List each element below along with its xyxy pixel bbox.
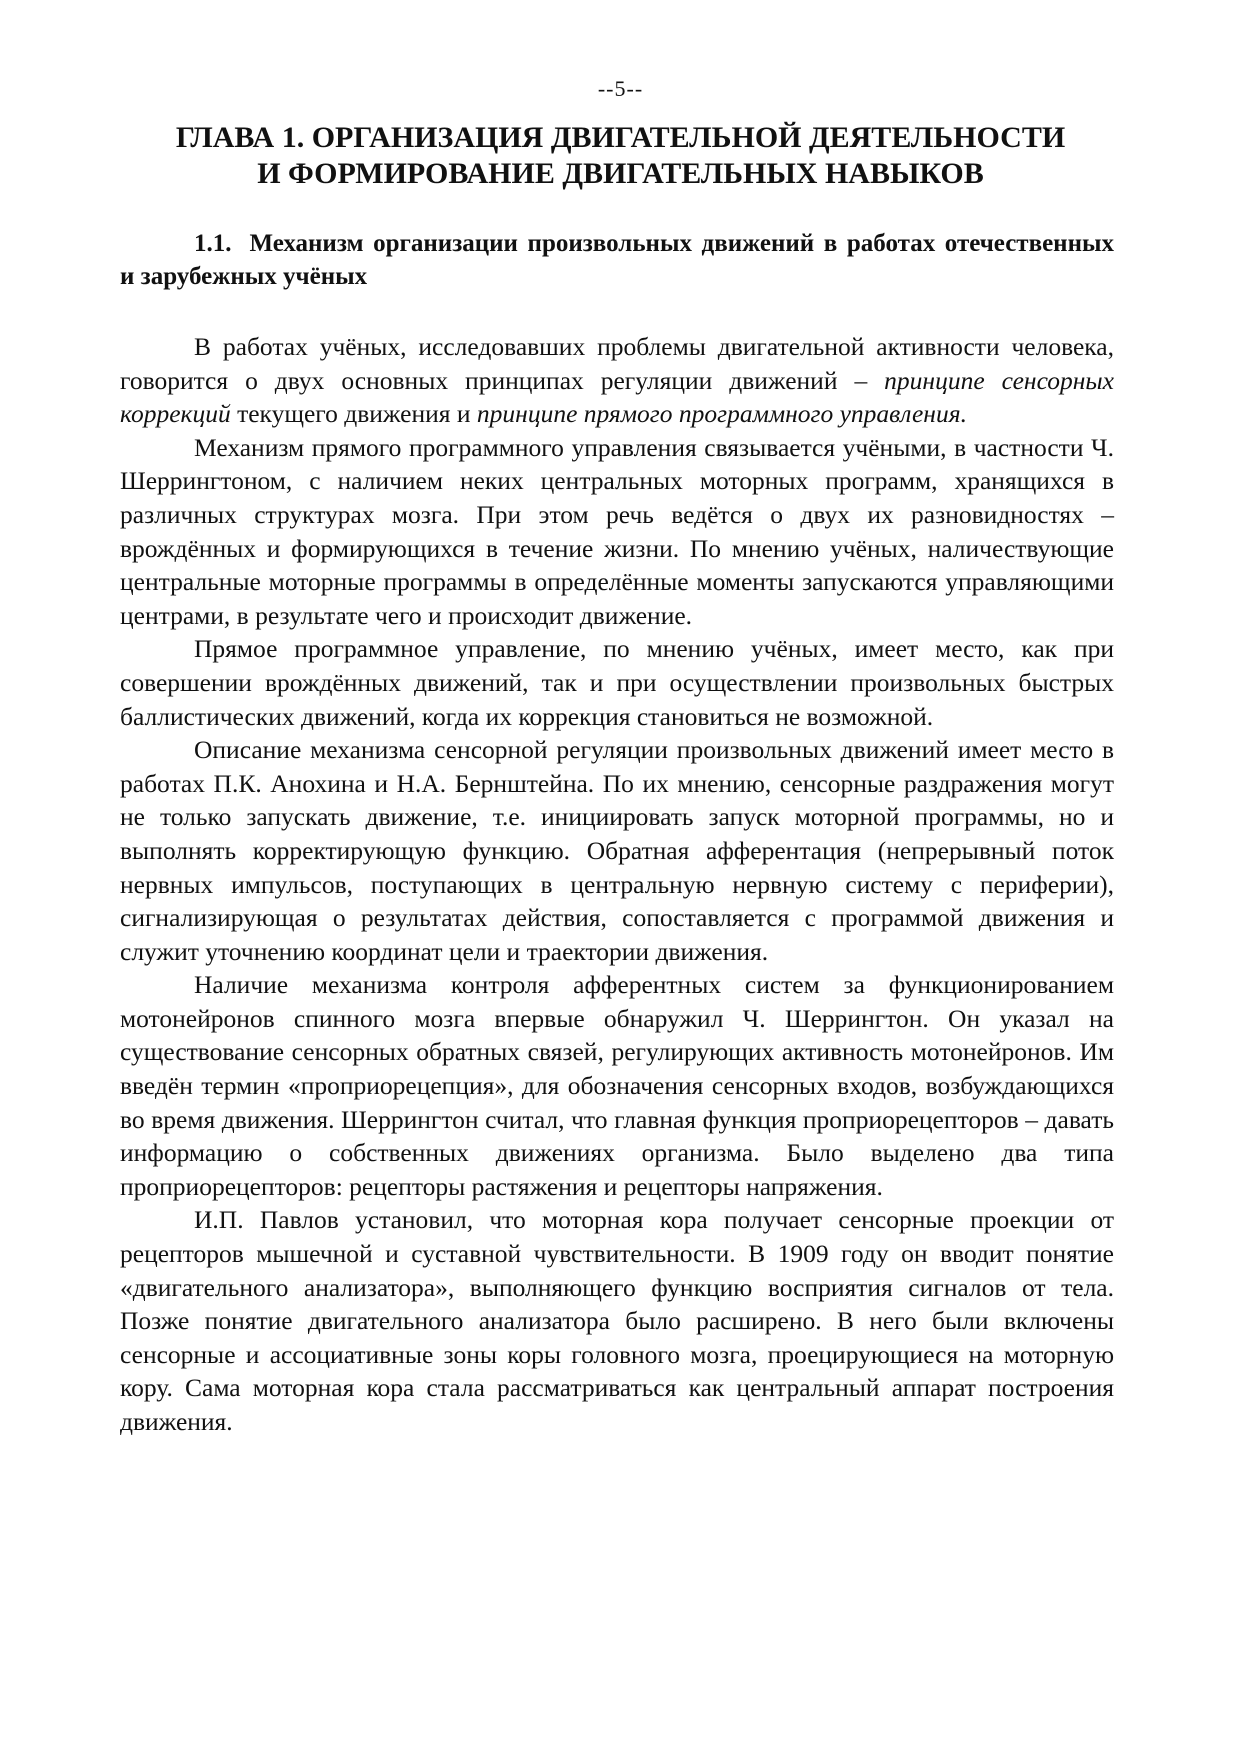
paragraph-1-part-a: В работах учёных, исследовавших проблемы двигательной активности человека, говорится о двух основных принципах регуляции движений – [120,332,1114,395]
paragraph-4: Описание механизма сенсорной регуляции произвольных движений имеет место в работах П.К. Анохина и Н.А. Бернштейна. По их мнению, сенсорные раздражения могут не только запускать движение, т.е. инициировать запуск моторной программы, но и выполнять корректирующую функцию. Обратная афферентация (непрерывный поток нервных импульсов, поступающих в центральную нервную систему с периферии), сигнализирующая о результатах действия, сопоставляется с программой движения и служит уточнению координат цели и траектории движения. [120,735,1114,966]
section-title-text: Механизм организации произвольных движений в работах отечественных и зарубежных учёных [120,230,1114,290]
paragraph-1-italic-direct-program-control: принципе прямого программного управления. [476,399,967,429]
section-number: 1.1. [194,230,232,257]
chapter-title-line-1: ГЛАВА 1. ОРГАНИЗАЦИЯ ДВИГАТЕЛЬНОЙ ДЕЯТЕЛЬНОСТИ [175,121,1066,154]
paragraph-2: Механизм прямого программного управления связывается учёными, в частности Ч. Шеррингтоном, с наличием неких центральных моторных программ, хранящихся в различных структурах мозга. При этом речь ведётся о двух их разновидностях – врождённых и формирующихся в течение жизни. По мнению учёных, наличествующие центральные моторные программы в определённые моменты запускаются управляющими центрами, в результате чего и происходит движение. [120,432,1114,630]
paragraph-1-italic-sensory-corrections: принципе сенсорных коррекций [120,365,1114,429]
paragraph-5: Наличие механизма контроля афферентных систем за функционированием мотонейронов спинного мозга впервые обнаружил Ч. Шеррингтон. Он указал на существование сенсорных обратных связей, регулирующих активность мотонейронов. Им введён термин «проприорецепция», для обозначения сенсорных входов, возбуждающихся во время движения. Шеррингтон считал, что главная функция проприорецепторов – давать информацию о собственных движениях организма. Было выделено два типа проприорецепторов: рецепторы растяжения и рецепторы напряжения. [120,970,1114,1201]
paragraph-6: И.П. Павлов установил, что моторная кора получает сенсорные проекции от рецепторов мышечной и суставной чувствительности. В 1909 году он вводит понятие «двигательного анализатора», выполняющего функцию восприятия сигналов от тела. Позже понятие двигательного анализатора было расширено. В него были включены сенсорные и ассоциативные зоны коры головного мозга, проецирующиеся на моторную кору. Сама моторная кора стала рассматриваться как центральный аппарат построения движения. [120,1205,1114,1436]
paragraph-1-part-c: текущего движения и [230,399,477,429]
paragraph-3: Прямое программное управление, по мнению учёных, имеет место, как при совершении врождённых движений, так и при осуществлении произвольных быстрых баллистических движений, когда их коррекция становиться не возможной. [120,634,1114,731]
section-title [120,227,1114,293]
paragraph-1 [120,330,1114,431]
page-number: --5-- [597,76,644,101]
chapter-title [120,120,1121,192]
chapter-title-line-2: И ФОРМИРОВАНИЕ ДВИГАТЕЛЬНЫХ НАВЫКОВ [257,157,984,190]
body-text [120,330,1114,1439]
